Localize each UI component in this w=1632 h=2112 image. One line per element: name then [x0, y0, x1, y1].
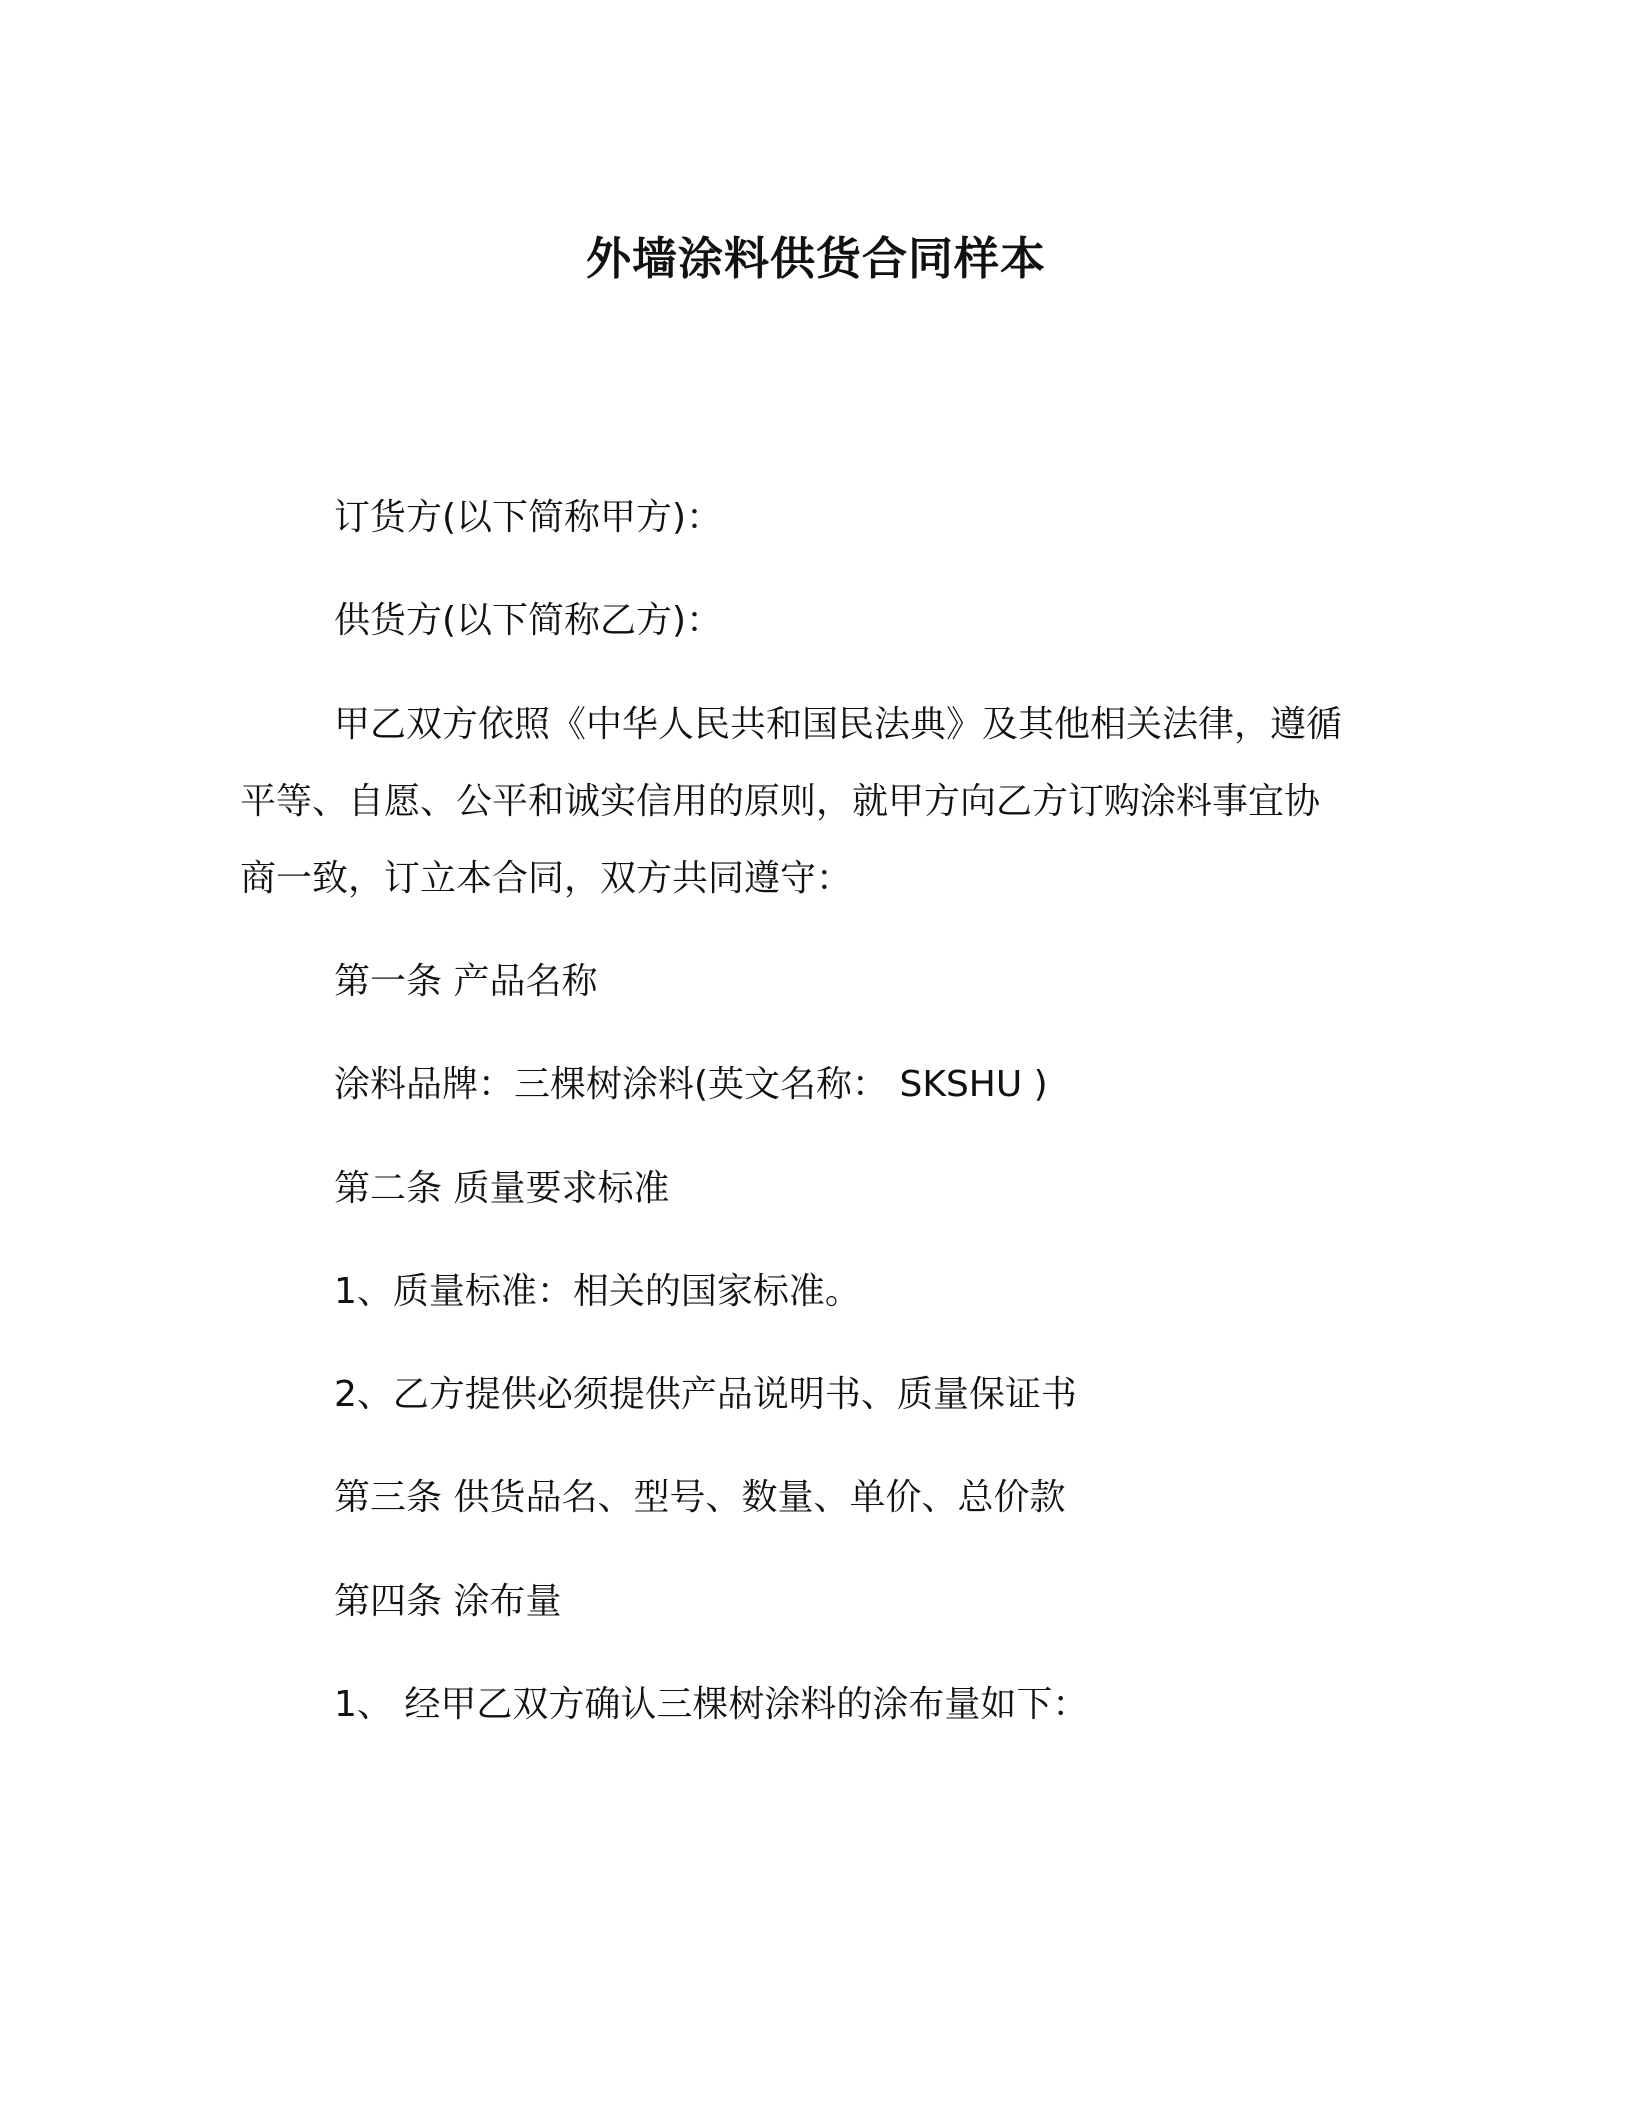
article-2-item-1: 1、质量标准：相关的国家标准。: [334, 1271, 861, 1312]
preamble-line-3: 商一致，订立本合同，双方共同遵守：: [240, 858, 853, 899]
preamble-line-2: 平等、自愿、公平和诚实信用的原则，就甲方向乙方订购涂料事宜协: [240, 781, 1321, 822]
preamble-line-1: 甲乙双方依照《中华人民共和国民法典》及其他相关法律，遵循: [334, 704, 1343, 745]
article-1-brand: 涂料品牌：三棵树涂料(英文名称： SKSHU ): [334, 1064, 1048, 1105]
document-title: 外墙涂料供货合同样本: [585, 232, 1046, 285]
party-a-line: 订货方(以下简称甲方)：: [334, 497, 723, 538]
article-4-title: 第四条 涂布量: [334, 1581, 562, 1622]
article-2-item-2: 2、乙方提供必须提供产品说明书、质量保证书: [334, 1374, 1077, 1415]
article-4-item-1: 1、 经甲乙双方确认三棵树涂料的涂布量如下：: [334, 1684, 1089, 1725]
article-3-title: 第三条 供货品名、型号、数量、单价、总价款: [334, 1477, 1066, 1518]
article-2-title: 第二条 质量要求标准: [334, 1168, 670, 1209]
party-b-line: 供货方(以下简称乙方)：: [334, 600, 723, 641]
article-1-title: 第一条 产品名称: [334, 961, 598, 1002]
